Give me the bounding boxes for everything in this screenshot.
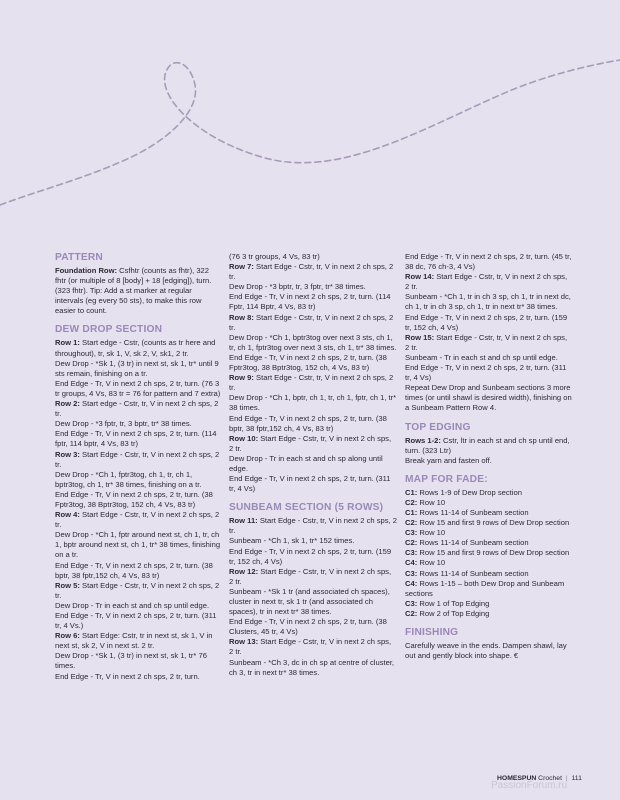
instruction-text: Start Edge - Cstr, tr, V in next 2 ch sps, 2 tr. bbox=[229, 637, 392, 657]
instruction-paragraph bbox=[405, 292, 573, 312]
instruction-text: Start Edge: Cstr, tr in next st, sk 1, V in next st, sk 2, V in next st. 2 tr. bbox=[55, 631, 213, 651]
row-label: Row 7: bbox=[229, 262, 254, 272]
instruction-paragraph bbox=[405, 558, 573, 568]
instruction-text: Start Edge - Cstr, tr, V in next 2 ch sps, 2 tr. bbox=[55, 580, 220, 600]
instruction-text: Start Edge - Cstr, tr, V in next 2 ch sps, 2 tr. bbox=[229, 262, 394, 282]
instruction-text: Row 2 of Top Edging bbox=[417, 608, 490, 618]
instruction-paragraph bbox=[405, 528, 573, 538]
instruction-paragraph bbox=[55, 601, 222, 611]
row-label: Row 2: bbox=[55, 399, 80, 409]
instruction-paragraph bbox=[229, 474, 397, 494]
instruction-text: Rows 1-9 of Dew Drop section bbox=[417, 487, 522, 497]
row-label: Row 4: bbox=[55, 510, 80, 520]
row-label: C3: bbox=[405, 568, 418, 578]
instruction-paragraph bbox=[405, 518, 573, 528]
instruction-paragraph bbox=[405, 488, 573, 498]
instruction-text: End Edge - Tr, V in next 2 ch sps, 2 tr, turn. (38 Fptr3tog, 38 Bptr3tog, 152 ch, 4 Vs, 83 tr) bbox=[55, 489, 213, 509]
row-label: Row 1: bbox=[55, 338, 80, 348]
instruction-text: Csfhtr (counts as fhtr), 322 fhtr (or multiple of 8 [body] + 18 [edging]), turn. (323 fhtr). Tip: Add a st marker at regular intervals (eg every 50 sts), to make this row easier to count. bbox=[55, 266, 212, 316]
instruction-text: Start Edge - Cstr, tr, V in next 2 ch sps, 2 tr. bbox=[229, 566, 392, 586]
instruction-paragraph bbox=[55, 490, 222, 510]
footer-section: Crochet bbox=[538, 775, 562, 782]
row-label: Rows 1-2: bbox=[405, 435, 441, 445]
instruction-text: Sunbeam - *Ch 1, tr in ch 3 sp, ch 1, tr in next dc, ch 1, tr in ch 3 sp, ch 1, tr in next tr* 38 times. bbox=[405, 292, 571, 312]
instruction-text: Rows 11-14 of Sunbeam section bbox=[417, 507, 529, 517]
instruction-text: Sunbeam - *Sk 1 tr (and associated ch spaces), cluster in next tr, sk 1 tr (and associated ch spaces), tr in next tr* 38 times. bbox=[229, 586, 390, 617]
section-heading: PATTERN bbox=[55, 252, 103, 263]
instruction-text: Start edge - Cstr, (counts as tr here and throughout), tr, sk 1, V, sk 2, V, sk1, 2 tr. bbox=[55, 338, 216, 358]
instruction-paragraph bbox=[55, 611, 222, 631]
instruction-text: Dew Drop - *3 fptr, tr, 3 bptr, tr* 38 times. bbox=[55, 419, 192, 429]
instruction-text: Row 15 and first 9 rows of Dew Drop section bbox=[417, 518, 570, 528]
column-left bbox=[55, 252, 222, 682]
instruction-text: Dew Drop - *Ch 1, fptr3tog, ch 1, tr, ch 1, bptr3tog, ch 1, tr* 38 times, finishing on a tr. bbox=[55, 469, 202, 489]
row-label: Row 11: bbox=[229, 516, 258, 526]
instruction-paragraph bbox=[55, 561, 222, 581]
instruction-paragraph bbox=[55, 338, 222, 358]
column-middle bbox=[229, 252, 397, 678]
instruction-paragraph bbox=[229, 414, 397, 434]
instruction-paragraph bbox=[229, 434, 397, 454]
instruction-paragraph bbox=[229, 567, 397, 587]
row-label: C3: bbox=[405, 598, 418, 608]
instruction-paragraph bbox=[229, 547, 397, 567]
footer-separator: | bbox=[565, 775, 568, 782]
instruction-paragraph bbox=[229, 658, 397, 678]
row-label: Row 6: bbox=[55, 631, 80, 641]
row-label: C3: bbox=[405, 548, 418, 558]
instruction-paragraph bbox=[405, 353, 573, 363]
instruction-paragraph bbox=[55, 530, 222, 560]
instruction-paragraph bbox=[405, 508, 573, 518]
row-label: Row 3: bbox=[55, 449, 80, 459]
row-label: C4: bbox=[405, 578, 418, 588]
instruction-text: End Edge - Tr, V in next 2 ch sps, 2 tr, turn. (159 tr, 152 ch, 4 Vs) bbox=[405, 312, 568, 332]
instruction-text: Break yarn and fasten off. bbox=[405, 455, 492, 465]
instruction-text: Repeat Dew Drop and Sunbeam sections 3 more times (or until shawl is desired width), finishing on a Sunbeam Pattern Row 4. bbox=[405, 383, 572, 413]
section-heading: MAP FOR FADE: bbox=[405, 473, 488, 485]
instruction-paragraph bbox=[405, 538, 573, 548]
instruction-paragraph bbox=[405, 609, 573, 619]
instruction-paragraph bbox=[55, 450, 222, 470]
instruction-text: Start Edge - Cstr, tr, V in next 2 ch sps, 2 tr. bbox=[55, 449, 220, 469]
instruction-text: End Edge - Tr, V in next 2 ch sps, 2 tr, turn. (311 tr, 4 Vs.) bbox=[55, 611, 217, 631]
row-label: C2: bbox=[405, 518, 418, 528]
instruction-paragraph bbox=[55, 266, 222, 316]
instruction-text: Dew Drop - *Ch 1, fptr around next st, ch 1, tr, ch 1, bptr around next st, ch 1, tr* 38 times, finishing on a tr. bbox=[55, 530, 221, 560]
instruction-paragraph bbox=[405, 272, 573, 292]
instruction-text: Start Edge - Cstr, tr, V in next 2 ch sps, 2 tr. bbox=[405, 332, 568, 352]
instruction-paragraph bbox=[229, 536, 397, 546]
section-heading: DEW DROP SECTION bbox=[55, 324, 163, 336]
row-label: Row 8: bbox=[229, 312, 254, 322]
instruction-paragraph bbox=[55, 510, 222, 530]
instruction-text: Carefully weave in the ends. Dampen shawl, lay out and gently block into shape. € bbox=[405, 641, 567, 661]
instruction-text: Start Edge - Cstr, tr, V in next 2 ch sps, 2 tr. bbox=[229, 433, 392, 453]
instruction-text: Start Edge - Cstr, tr, V in next 2 ch sps, 2 tr. bbox=[405, 272, 568, 292]
section-heading: TOP EDGING bbox=[405, 421, 471, 433]
instruction-paragraph bbox=[55, 379, 222, 399]
instruction-text: End Edge - Tr, V in next 2 ch sps, 2 tr, turn. (38 Clusters, 45 tr, 4 Vs) bbox=[229, 617, 387, 637]
instruction-paragraph bbox=[405, 436, 573, 456]
instruction-text: End Edge - Tr, V in next 2 ch sps, 2 tr, turn. (114 Fptr, 114 Bptr, 4 Vs, 83 tr) bbox=[229, 292, 391, 312]
row-label: C1: bbox=[405, 507, 418, 517]
instruction-text: Row 1 of Top Edging bbox=[417, 598, 490, 608]
instruction-text: Dew Drop - *3 bptr, tr, 3 fptr, tr* 38 times. bbox=[229, 282, 366, 292]
instruction-text: Dew Drop - *Ch 1, bptr3tog over next 3 sts, ch 1, tr, ch 1, fptr3tog over next 3 sts, ch 1, tr* 38 times. bbox=[229, 332, 397, 352]
instruction-paragraph bbox=[229, 282, 397, 292]
instruction-text: Start Edge - Cstr, tr, V in next 2 ch sps, 2 tr. bbox=[229, 516, 397, 536]
instruction-text: Rows 11-14 of Sunbeam section bbox=[417, 538, 529, 548]
row-label: Foundation Row: bbox=[55, 266, 117, 275]
instruction-paragraph bbox=[55, 631, 222, 651]
instruction-paragraph bbox=[229, 373, 397, 393]
instruction-text: End Edge - Tr, V in next 2 ch sps, 2 tr, turn. (45 tr, 38 dc, 76 ch-3, 4 Vs) bbox=[405, 252, 572, 272]
instruction-text: Rows 1-15 – both Dew Drop and Sunbeam sections bbox=[405, 578, 565, 598]
instruction-text: End Edge - Tr, V in next 2 ch sps, 2 tr, turn. (114 fptr, 114 bptr, 4 Vs, 83 tr) bbox=[55, 429, 217, 449]
row-label: Row 9: bbox=[229, 373, 254, 383]
instruction-paragraph bbox=[405, 363, 573, 383]
instruction-text: End Edge - Tr, V in next 2 ch sps, 2 tr, turn. (311 tr, 4 Vs) bbox=[229, 474, 391, 494]
row-label: Row 5: bbox=[55, 580, 80, 590]
instruction-paragraph bbox=[55, 651, 222, 671]
instruction-paragraph bbox=[405, 313, 573, 333]
instruction-paragraph bbox=[55, 359, 222, 379]
instruction-text: Dew Drop - *Ch 1, bptr, ch 1, tr, ch 1, fptr, ch 1, tr* 38 times. bbox=[229, 393, 397, 413]
row-label: C2: bbox=[405, 538, 418, 548]
instruction-paragraph bbox=[229, 637, 397, 657]
instruction-paragraph bbox=[229, 353, 397, 373]
instruction-paragraph bbox=[405, 548, 573, 558]
instruction-paragraph bbox=[229, 262, 397, 282]
instruction-text: Start edge - Cstr, tr, V in next 2 ch sps, 2 tr. bbox=[55, 399, 219, 419]
page-number: 111 bbox=[571, 775, 582, 782]
instruction-paragraph bbox=[229, 292, 397, 312]
instruction-paragraph bbox=[405, 569, 573, 579]
instruction-text: Rows 11-14 of Sunbeam section bbox=[417, 568, 529, 578]
instruction-text: Start Edge - Cstr, tr, V in next 2 ch sps, 2 tr. bbox=[229, 373, 394, 393]
instruction-paragraph bbox=[405, 333, 573, 353]
instruction-text: End Edge - Tr, V in next 2 ch sps, 2 tr, turn. (38 bptr, 38 fptr,152 ch, 4 Vs, 83 tr) bbox=[229, 413, 387, 433]
instruction-text: Dew Drop - Tr in each st and ch sp until edge. bbox=[55, 600, 210, 610]
instruction-paragraph bbox=[405, 599, 573, 609]
row-label: C1: bbox=[405, 487, 418, 497]
instruction-paragraph bbox=[229, 313, 397, 333]
instruction-text: Row 10 bbox=[417, 558, 446, 568]
instruction-paragraph bbox=[55, 470, 222, 490]
instruction-paragraph bbox=[405, 252, 573, 272]
instruction-text: Row 15 and first 9 rows of Dew Drop section bbox=[417, 548, 570, 558]
dashed-yarn-line-decoration bbox=[0, 0, 620, 230]
instruction-text: End Edge - Tr, V in next 2 ch sps, 2 tr, turn. (159 tr, 152 ch, 4 Vs) bbox=[229, 546, 392, 566]
row-label: C4: bbox=[405, 558, 418, 568]
instruction-text: End Edge - Tr, V in next 2 ch sps, 2 tr, turn. (38 bptr, 38 fptr,152 ch, 4 Vs, 83 tr) bbox=[55, 560, 213, 580]
instruction-text: Row 10 bbox=[417, 497, 446, 507]
instruction-paragraph bbox=[55, 672, 222, 682]
instruction-text: Dew Drop - *Sk 1, (3 tr) in next st, sk 1, tr* until 9 sts remain, finishing on a tr. bbox=[55, 358, 219, 378]
row-label: Row 10: bbox=[229, 433, 259, 443]
instruction-text: Dew Drop - Tr in each st and ch sp along until edge. bbox=[229, 453, 383, 473]
instruction-text: Cstr, ltr in each st and ch sp until end, turn. (323 Ltr) bbox=[405, 435, 570, 455]
instruction-text: Sunbeam - *Ch 1, sk 1, tr* 152 times. bbox=[229, 536, 355, 546]
section-heading: FINISHING bbox=[405, 627, 459, 638]
instruction-text: End Edge - Tr, V in next 2 ch sps, 2 tr, turn. bbox=[55, 671, 200, 681]
row-label: Row 13: bbox=[229, 637, 259, 647]
row-label: C3: bbox=[405, 528, 418, 538]
instruction-text: End Edge - Tr, V in next 2 ch sps, 2 tr, turn. (311 tr, 4 Vs) bbox=[405, 363, 567, 383]
row-label: C2: bbox=[405, 608, 418, 618]
instruction-paragraph bbox=[405, 456, 573, 466]
row-label: C2: bbox=[405, 497, 418, 507]
instruction-text: Sunbeam - Tr in each st and ch sp until edge. bbox=[405, 352, 558, 362]
instruction-text: Start Edge - Cstr, tr, V in next 2 ch sps, 2 tr. bbox=[229, 312, 394, 332]
instruction-text: Dew Drop - *Sk 1, (3 tr) in next st, sk 1, tr* 76 times. bbox=[55, 651, 207, 671]
instruction-paragraph bbox=[55, 399, 222, 419]
column-right bbox=[405, 252, 573, 661]
instruction-text: End Edge - Tr, V in next 2 ch sps, 2 tr, turn. (38 Fptr3tog, 38 Bptr3tog, 152 ch, 4 Vs, 83 tr) bbox=[229, 352, 387, 373]
instruction-paragraph bbox=[55, 429, 222, 449]
footer-brand: HOMESPUN bbox=[497, 775, 537, 782]
row-label: Row 14: bbox=[405, 272, 435, 282]
instruction-text: End Edge - Tr, V in next 2 ch sps, 2 tr, turn. (76 3 tr groups, 4 Vs, 83 tr = 76 for pattern and 7 extra) bbox=[55, 378, 221, 398]
instruction-paragraph bbox=[405, 498, 573, 508]
instruction-text: Sunbeam - *Ch 3, dc in ch sp at centre of cluster, ch 3, tr in next tr* 38 times. bbox=[229, 657, 395, 677]
instruction-paragraph bbox=[229, 587, 397, 617]
watermark: PassionForum.ru bbox=[491, 780, 568, 791]
instruction-paragraph bbox=[229, 252, 397, 262]
row-label: Row 12: bbox=[229, 566, 259, 576]
instruction-paragraph bbox=[55, 419, 222, 429]
row-label: Row 15: bbox=[405, 332, 435, 342]
section-heading: SUNBEAM SECTION (5 ROWS) bbox=[229, 502, 384, 514]
instruction-paragraph bbox=[229, 393, 397, 413]
instruction-paragraph bbox=[229, 454, 397, 474]
instruction-paragraph bbox=[405, 383, 573, 413]
instruction-paragraph bbox=[405, 641, 573, 661]
instruction-paragraph bbox=[229, 333, 397, 353]
instruction-text: Row 10 bbox=[417, 528, 446, 538]
instruction-paragraph bbox=[405, 579, 573, 599]
instruction-text: Start Edge - Cstr, tr, V in next 2 ch sps, 2 tr. bbox=[55, 510, 220, 530]
instruction-paragraph bbox=[229, 617, 397, 637]
instruction-paragraph bbox=[55, 581, 222, 601]
instruction-text: (76 3 tr groups, 4 Vs, 83 tr) bbox=[229, 252, 320, 261]
instruction-paragraph bbox=[229, 516, 397, 536]
